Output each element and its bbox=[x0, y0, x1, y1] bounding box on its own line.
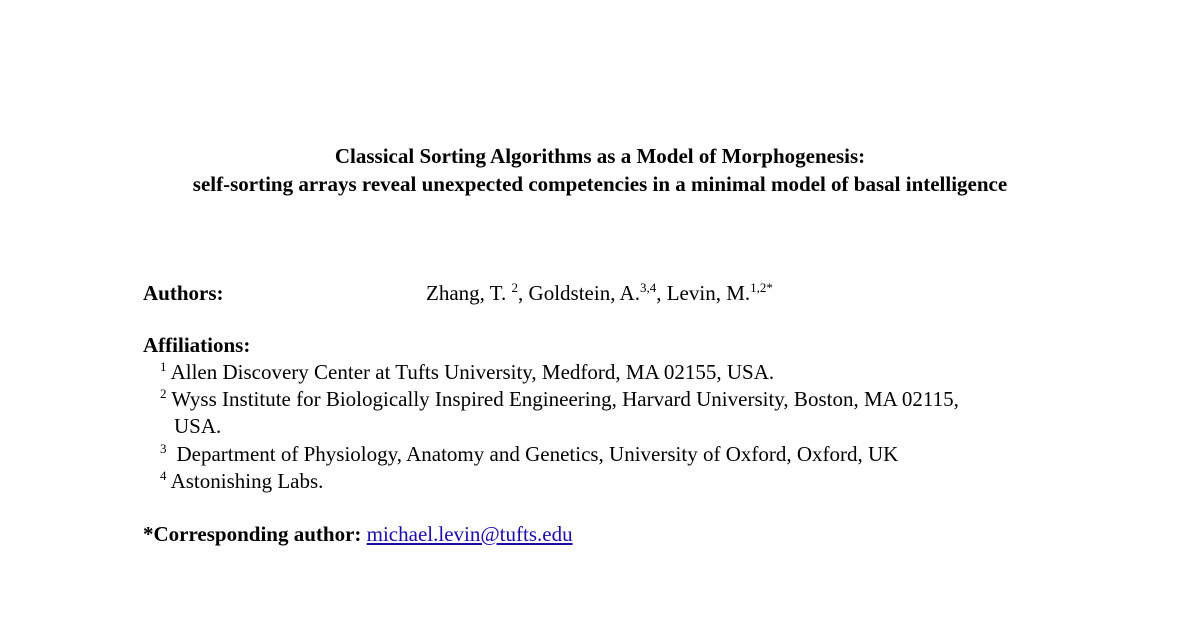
title-line-1: Classical Sorting Algorithms as a Model of Morphogenesis: bbox=[334, 144, 866, 168]
corresponding-author bbox=[143, 520, 573, 548]
title-line-2: self-sorting arrays reveal unexpected competencies in a minimal model of basal intelligence bbox=[192, 172, 1008, 196]
affiliation-number: 4 bbox=[160, 468, 167, 483]
affiliation-number: 2 bbox=[160, 386, 167, 401]
affiliation-text: Allen Discovery Center at Tufts University, Medford, MA 02155, USA. bbox=[166, 360, 775, 384]
affiliation-text: Astonishing Labs. bbox=[166, 469, 324, 493]
affiliation-3 bbox=[160, 440, 898, 468]
affiliation-4 bbox=[160, 467, 323, 495]
affiliation-text: Department of Physiology, Anatomy and Genetics, University of Oxford, Oxford, UK bbox=[176, 442, 899, 466]
author-goldstein-affil: 3,4 bbox=[639, 280, 657, 295]
affiliation-2-continuation: USA. bbox=[174, 414, 222, 438]
author-zhang-affil: 2 bbox=[511, 280, 519, 295]
affiliation-1 bbox=[160, 358, 774, 386]
affiliation-number: 3 bbox=[160, 441, 167, 456]
affiliation-text: Wyss Institute for Biologically Inspired Engineering, Harvard University, Boston, MA 02115, bbox=[166, 387, 959, 411]
corresponding-author-label: *Corresponding author: bbox=[143, 522, 362, 546]
author-zhang-name: Zhang, T. bbox=[426, 281, 512, 305]
corresponding-email-link[interactable]: michael.levin@tufts.edu bbox=[366, 522, 573, 546]
authors-list bbox=[426, 279, 773, 307]
author-levin-name: , Levin, M. bbox=[656, 281, 751, 305]
author-levin-affil: 1,2* bbox=[750, 280, 773, 295]
affiliation-2 bbox=[160, 385, 959, 413]
affiliation-number: 1 bbox=[160, 359, 167, 374]
affiliations-heading: Affiliations: bbox=[143, 333, 251, 357]
author-goldstein-name: , Goldstein, A. bbox=[518, 281, 640, 305]
authors-label: Authors: bbox=[143, 281, 224, 305]
paper-title bbox=[0, 142, 1200, 198]
